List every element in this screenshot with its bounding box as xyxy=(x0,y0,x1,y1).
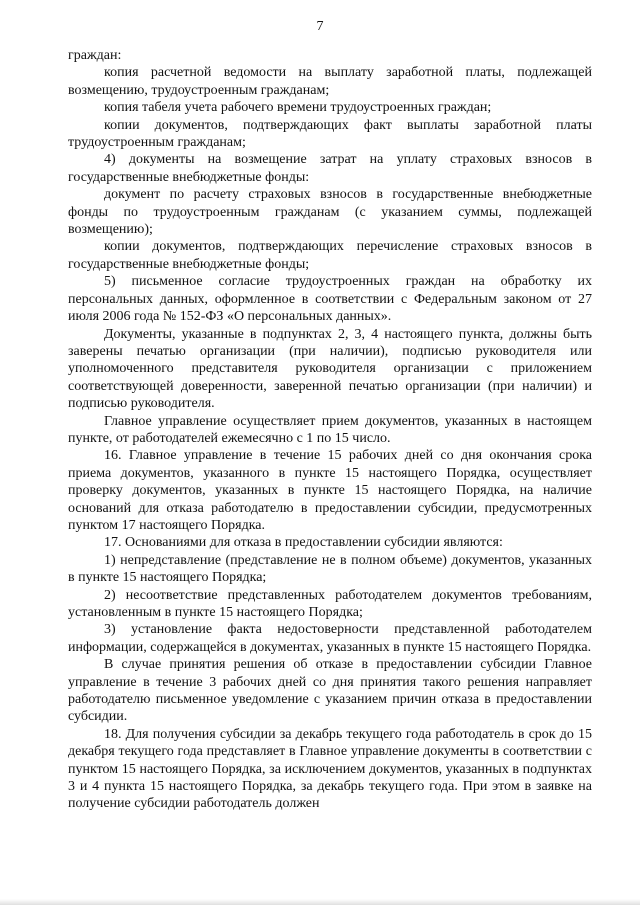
scan-edge xyxy=(0,899,640,905)
paragraph: 5) письменное согласие трудоустроенных граждан на обработку их персональных данных, оформленное в соответствии с Федеральным законом от 27 июля 2006 года № 152-ФЗ «О персональных данных». xyxy=(68,274,592,325)
page-number: 7 xyxy=(316,19,324,34)
paragraph: Главное управление осуществляет прием документов, указанных в настоящем пункте, от работодателей ежемесячно с 1 по 15 число. xyxy=(68,413,592,446)
paragraph: копия расчетной ведомости на выплату заработной платы, подлежащей возмещению, трудоустроенным гражданам; xyxy=(68,65,592,98)
document-body xyxy=(68,47,592,813)
paragraph: 3) установление факта недостоверности представленной работодателем информации, содержащейся в документах, указанных в пункте 15 настоящего Порядка. xyxy=(68,622,592,655)
paragraph: 1) непредставление (представление не в полном объеме) документов, указанных в пункте 15 настоящего Порядка; xyxy=(68,552,592,586)
paragraph: копия табеля учета рабочего времени трудоустроенных граждан; xyxy=(104,100,492,116)
paragraph: копии документов, подтверждающих перечисление страховых взносов в государственные внебюджетные фонды; xyxy=(68,239,592,272)
paragraph: 16. Главное управление в течение 15 рабочих дней со дня окончания срока приема документов, указанного в пункте 15 настоящего Порядка, осуществляет проверку документов, указанных в пункте 15 настоящего Порядка, на наличие оснований для отказа работодателю в предоставлении субсидии, предусмотренных пунктом 17 настоящего Порядка. xyxy=(68,448,592,533)
paragraph: копии документов, подтверждающих факт выплаты заработной платы трудоустроенным гражданам; xyxy=(68,117,592,151)
paragraph: В случае принятия решения об отказе в предоставлении субсидии Главное управление в течение 3 рабочих дней со дня принятия такого решения направляет работодателю письменное уведомление с указанием причин отказа в предоставлении субсидии. xyxy=(68,657,592,725)
paragraph: 18. Для получения субсидии за декабрь текущего года работодатель в срок до 15 декабря текущего года представляет в Главное управление документы в соответствии с пунктом 15 настоящего Порядка, за исключением документов, указанных в подпунктах 3 и 4 пункта 15 настоящего Порядка, за декабрь текущего года. При этом в заявке на получение субсидии работодатель должен xyxy=(68,726,592,812)
paragraph: 2) несоответствие представленных работодателем документов требованиям, установленным в пункте 15 настоящего Порядка; xyxy=(68,587,592,620)
paragraph: Документы, указанные в подпунктах 2, 3, 4 настоящего пункта, должны быть заверены печатью организации (при наличии), подписью руководителя или уполномоченного представителя руководителя организации с приложением соответствующей доверенности, заверенной печатью организации (при наличии) и подписью руководителя. xyxy=(68,326,592,412)
paragraph: 17. Основаниями для отказа в предоставлении субсидии являются: xyxy=(104,535,503,551)
paragraph: 4) документы на возмещение затрат на уплату страховых взносов в государственные внебюджетные фонды: xyxy=(68,152,592,185)
paragraph: граждан: xyxy=(68,48,122,63)
paragraph: документ по расчету страховых взносов в государственные внебюджетные фонды по трудоустроенным гражданам (с указанием суммы, подлежащей возмещению); xyxy=(68,187,592,238)
